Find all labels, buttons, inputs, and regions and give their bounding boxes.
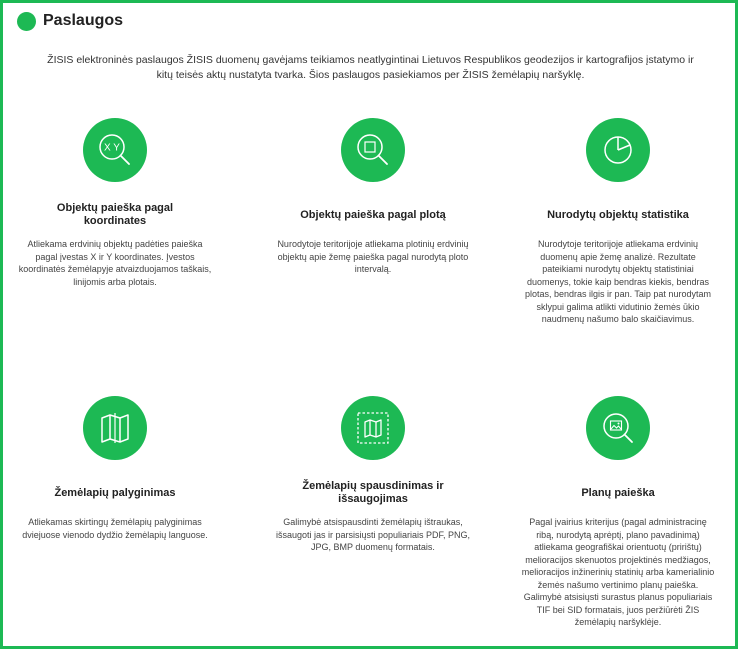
service-title: Objektų paieška pagal koordinates	[56, 202, 174, 227]
service-coordinate-search[interactable]	[10, 118, 220, 288]
service-description: Galimybė atsispausdinti žemėlapių ištraukas, išsaugoti jas ir parsisiųsti populiariais PDF, PNG, JPG, BMP duomenų formatais.	[275, 517, 471, 552]
service-description: Nurodytoje teritorijoje atliekama erdvinių duomenų apie žemę analizė. Rezultate pateikiami nurodytų objektų statistiniai duomenys, tokie kaip bendras kiekis, bendras plotas, bendras ilgis ir pan. Taip pat nurodytam sklypui galima atlikti vidutinio žemės ūkio naudmenų našumo balo skaičiavimus.	[525, 239, 711, 324]
area-search-icon	[341, 118, 405, 182]
service-description: Pagal įvairius kriterijus (pagal administracinę ribą, nurodytą aprėptį, plano pavadinimą) atliekama geografiškai orientuotų (pririštų) melioracijos skenuotos projektinės medžiagos, melioracijos inžinerinių statinių arba kamerialinio žemės našumo vertinimo planų paieška. Galimybė atsisiųsti surastus planus populiariais TIF bei SID formatais, juos peržiūrėti ŽIS žemėlapių naršyklėje.	[521, 517, 715, 627]
map-compare-icon	[83, 396, 147, 460]
intro-text: ŽISIS elektroninės paslaugos ŽISIS duomenų gavėjams teikiamos neatlygintinai Lietuvos Respublikos geodezijos ir kartografijos įstatymo ir kitų teisės aktų nustatyta tvarka. Šios paslaugos pasiekiamos per ŽISIS žemėlapių naršyklę.	[47, 54, 694, 81]
pie-chart-icon	[586, 118, 650, 182]
service-description: Nurodytoje teritorijoje atliekama plotinių erdvinių objektų apie žemę paieška pagal nurodytą ploto intervalą.	[277, 239, 469, 274]
page-title: Paslaugos	[43, 12, 124, 29]
xy-search-icon	[83, 118, 147, 182]
service-title: Nurodytų objektų statistika	[547, 208, 689, 221]
green-dot-icon	[17, 12, 36, 31]
service-title: Žemėlapių palyginimas	[54, 486, 176, 499]
map-print-icon	[341, 396, 405, 460]
service-map-compare[interactable]	[10, 396, 220, 541]
service-description: Atliekamas skirtingų žemėlapių palyginimas dviejuose vienodo dydžio žemėlapių languose.	[22, 517, 208, 540]
service-title: Objektų paieška pagal plotą	[300, 208, 446, 221]
section-header	[17, 9, 123, 33]
service-map-print[interactable]	[268, 396, 478, 554]
service-area-search[interactable]	[268, 118, 478, 276]
service-plan-search[interactable]	[513, 396, 723, 629]
service-title: Planų paieška	[581, 486, 655, 499]
service-description: Atliekama erdvinių objektų padėties paieška pagal įvestas X ir Y koordinates. Įvestos koordinatės žemėlapyje atvaizduojamos taškais, linijomis arba plotais.	[18, 239, 212, 287]
service-title: Žemėlapių spausdinimas ir išsaugojimas	[302, 480, 444, 505]
plan-search-icon	[586, 396, 650, 460]
svg-text:X Y: X Y	[104, 142, 120, 154]
service-statistics[interactable]	[513, 118, 723, 326]
